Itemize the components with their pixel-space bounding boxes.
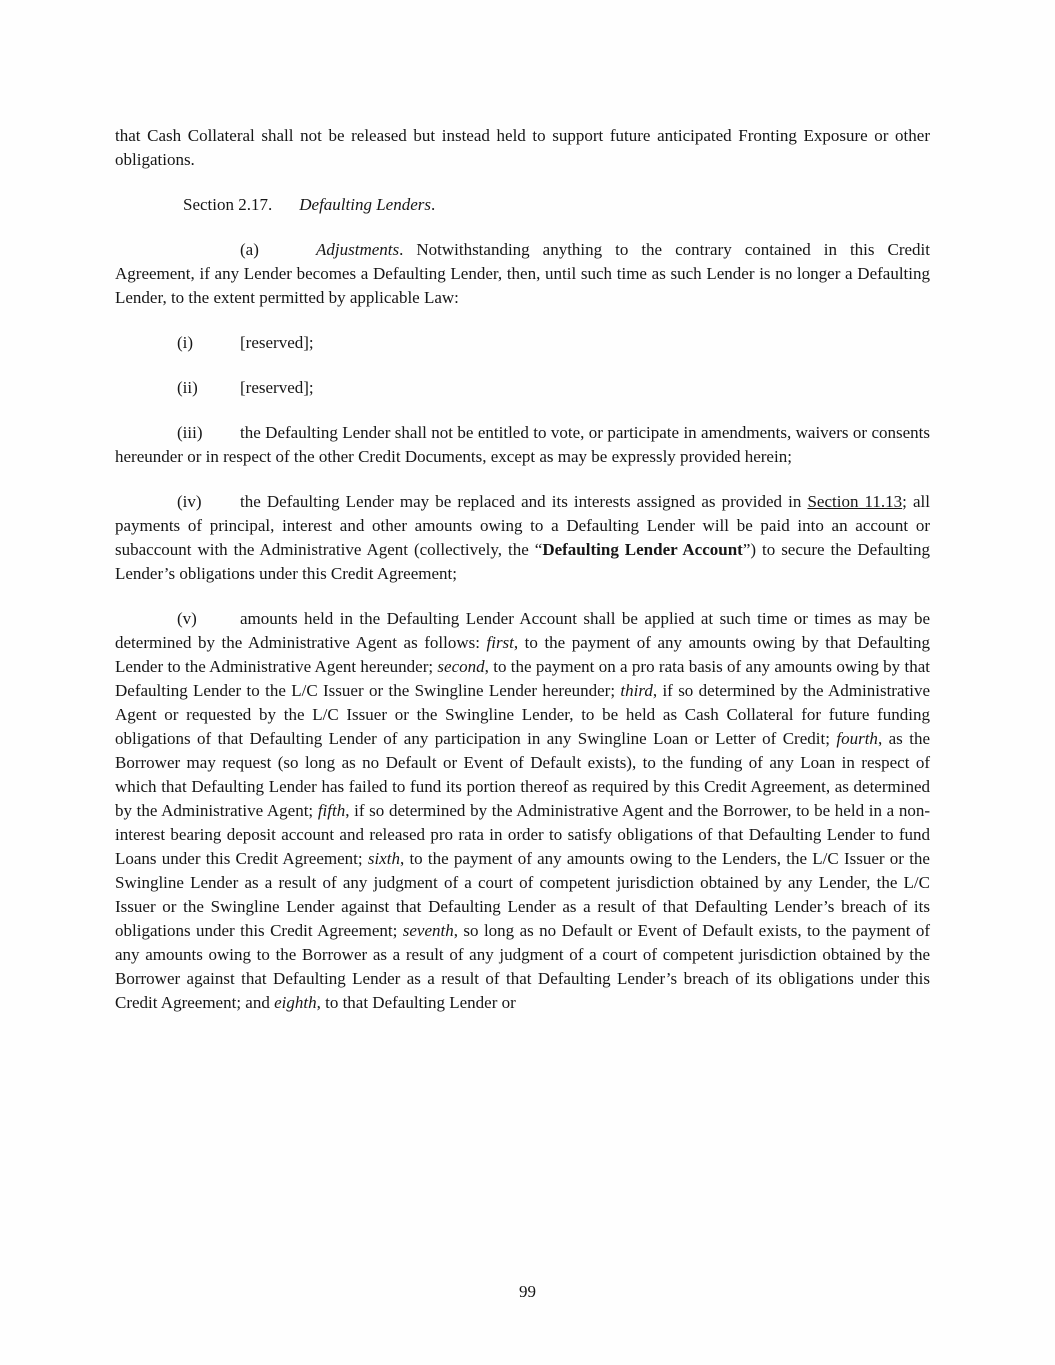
- paragraph-ii: [115, 376, 930, 400]
- paragraph-i-text: [reserved];: [240, 333, 314, 352]
- paragraph-intro: that Cash Collateral shall not be released but instead held to support future anticipated Fronting Exposure or other obligations.: [115, 126, 930, 169]
- ordinal-fifth: fifth: [317, 801, 346, 820]
- ordinal-seventh: seventh: [402, 921, 454, 940]
- ordinal-fourth: fourth: [836, 729, 878, 748]
- paragraph-a: [115, 238, 930, 310]
- paragraph-iv-seg1: the Defaulting Lender may be replaced and its interests assigned as provided in: [240, 492, 808, 511]
- defined-term-defaulting-lender-account: Defaulting Lender Account: [542, 540, 743, 559]
- paragraph-v: [115, 607, 930, 1015]
- paragraph-v-seg16: , to that Defaulting Lender or: [316, 993, 516, 1012]
- section-title-period: .: [431, 195, 436, 214]
- paragraph-ii-text: [reserved];: [240, 378, 314, 397]
- ordinal-sixth: sixth: [367, 849, 400, 868]
- paragraph-v-seg10: , if so determined by the Administrative Agent and the Borrower, to be held in a non-interest bearing deposit account and released pro rata in order to satisfy obligations of that Defaulting Lender to fund Loans under this Credit Agreement;: [115, 801, 930, 868]
- paragraph-v-seg0: amounts held in the Defaulting Lender Account shall be applied at such time or times as may be determined by the Administrative Agent as follows:: [115, 609, 930, 652]
- section-heading: [115, 193, 930, 217]
- paragraph-v-seg2: , to the payment of any amounts owing by that Defaulting Lender to the Administrative Agent hereunder;: [115, 633, 930, 676]
- paragraph-v-seg4: , to the payment on a pro rata basis of any amounts owing by that Defaulting Lender to the L/C Issuer or the Swingline Lender hereunder;: [115, 657, 930, 700]
- list-marker-iv: (iv): [177, 492, 202, 511]
- section-11-13-reference: Section 11.13: [807, 492, 903, 511]
- paragraph-i: [115, 331, 930, 355]
- paragraph-iv-seg3: ”) to secure the Defaulting Lender’s obligations under this Credit Agreement;: [115, 540, 931, 583]
- list-marker-ii: (ii): [177, 378, 198, 397]
- paragraph-a-lead: Adjustments: [316, 240, 400, 259]
- paragraph-iv-seg2: ; all payments of principal, interest and other amounts owing to a Defaulting Lender will be paid into an account or subaccount with the Administrative Agent (collectively, the “: [115, 492, 930, 559]
- list-marker-v: (v): [177, 609, 197, 628]
- paragraph-a-body: . Notwithstanding anything to the contrary contained in this Credit Agreement, if any Lender becomes a Defaulting Lender, then, until such time as such Lender is no longer a Defaulting Lender, to the extent permitted by applicable Law:: [115, 240, 930, 307]
- page-number: 99: [519, 1282, 536, 1301]
- paragraph-iii-text: the Defaulting Lender shall not be entitled to vote, or participate in amendments, waivers or consents hereunder or in respect of the other Credit Documents, except as may be expressly provided herein;: [115, 423, 930, 466]
- list-marker-a: (a): [240, 240, 259, 259]
- list-marker-iii: (iii): [177, 423, 203, 442]
- paragraph-iii: [115, 421, 930, 469]
- paragraph-v-seg12: , to the payment of any amounts owing to the Lenders, the L/C Issuer or the Swingline Lender as a result of any judgment of a court of competent jurisdiction obtained by any Lender, the L/C Issuer or the Swingline Lender against that Defaulting Lender as a result of that Defaulting Lender’s breach of its obligations under this Credit Agreement;: [115, 849, 930, 940]
- paragraph-iv: [115, 490, 930, 586]
- ordinal-third: third: [620, 681, 653, 700]
- paragraph-v-seg8: , as the Borrower may request (so long as no Default or Event of Default exists), to the funding of any Loan in respect of which that Defaulting Lender has failed to fund its portion thereof as required by this Credit Agreement, as determined by the Administrative Agent;: [115, 729, 930, 820]
- section-number: Section 2.17.: [183, 195, 273, 214]
- section-title: Defaulting Lenders: [299, 195, 431, 214]
- ordinal-eighth: eighth: [274, 993, 317, 1012]
- paragraph-v-seg14: , so long as no Default or Event of Default exists, to the payment of any amounts owing to the Borrower as a result of any judgment of a court of competent jurisdiction obtained by the Borrower against that Defaulting Lender as a result of that Defaulting Lender’s breach of its obligations under this Credit Agreement; and: [115, 921, 931, 1012]
- ordinal-first: first: [486, 633, 514, 652]
- ordinal-second: second: [437, 657, 485, 676]
- list-marker-i: (i): [177, 333, 194, 352]
- paragraph-v-seg6: , if so determined by the Administrative Agent or requested by the L/C Issuer or the Swingline Lender, to be held as Cash Collateral for future funding obligations of that Defaulting Lender of any participation in any Swingline Loan or Letter of Credit;: [115, 681, 930, 748]
